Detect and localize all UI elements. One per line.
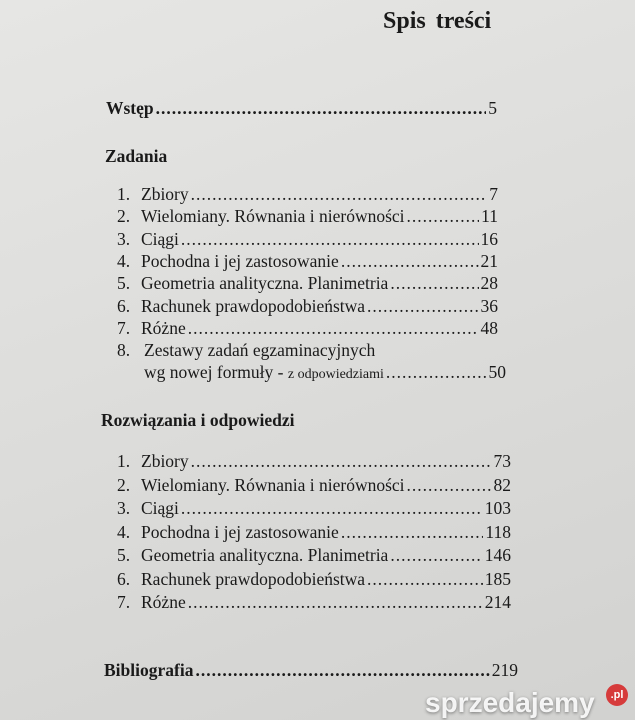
entry-number: 7. xyxy=(117,592,131,612)
dot-leader xyxy=(341,522,484,542)
entry-label: Ciągi xyxy=(141,228,179,249)
dot-leader xyxy=(390,273,478,293)
entry-label: Różne xyxy=(141,592,186,612)
toc-entry-8-line2 xyxy=(144,362,506,385)
section-heading-solutions: Rozwiązania i odpowiedzi xyxy=(101,410,295,430)
toc-entry xyxy=(117,273,498,293)
entry-page: 11 xyxy=(481,206,498,227)
toc-entry xyxy=(117,569,511,589)
watermark-logo: sprzedajemy xyxy=(425,687,595,718)
watermark-badge: .pl xyxy=(606,684,628,706)
dot-leader xyxy=(188,592,483,612)
toc-entry xyxy=(117,296,498,316)
toc-entry xyxy=(117,498,511,518)
toc-entry xyxy=(117,545,511,565)
dot-leader xyxy=(181,229,479,249)
entry-label: Pochodna i jej zastosowanie xyxy=(141,521,339,542)
entry-label: Wielomiany. Równania i nierówności xyxy=(141,474,405,495)
entry-label-line1: Zestawy zadań egzaminacyjnych xyxy=(144,340,376,360)
entry-label: Bibliografia xyxy=(104,660,194,680)
toc-entry xyxy=(117,318,498,338)
toc-entry xyxy=(117,251,498,271)
entry-label: Zbiory xyxy=(141,451,189,471)
toc-entry xyxy=(117,206,498,226)
entry-page: 7 xyxy=(489,184,498,204)
toc-entry-8 xyxy=(117,340,498,360)
entry-number: 4. xyxy=(117,250,131,271)
dot-leader xyxy=(191,451,492,471)
entry-label: Wstęp xyxy=(106,98,154,118)
entry-label-line2: wg nowej formuły - xyxy=(144,362,284,382)
section-heading-tasks: Zadania xyxy=(105,146,168,166)
entry-number: 7. xyxy=(117,317,131,338)
entry-page: 73 xyxy=(493,451,511,471)
toc-entry xyxy=(117,592,511,612)
toc-entry xyxy=(117,229,498,249)
dot-leader xyxy=(195,660,489,680)
entry-label: Pochodna i jej zastosowanie xyxy=(141,250,339,271)
entry-label: Rachunek prawdopodobieństwa xyxy=(141,568,366,589)
entry-number: 5. xyxy=(117,545,131,565)
dot-leader xyxy=(191,184,488,204)
toc-entry-intro xyxy=(106,98,497,118)
entry-page: 48 xyxy=(480,317,498,338)
entry-number: 6. xyxy=(117,295,131,316)
entry-page: 28 xyxy=(480,273,498,294)
page-title: Spis treści xyxy=(383,8,492,34)
entry-page: 16 xyxy=(480,228,498,249)
entry-number: 1. xyxy=(117,451,131,471)
entry-page: 21 xyxy=(480,250,498,271)
entry-page: 146 xyxy=(484,545,511,565)
entry-number: 3. xyxy=(117,498,131,518)
entry-label-small: z odpowiedziami xyxy=(287,367,384,382)
dot-leader xyxy=(341,251,479,271)
entry-number: 2. xyxy=(117,206,131,227)
entry-page: 5 xyxy=(488,98,497,118)
entry-page: 214 xyxy=(484,592,511,612)
entry-page: 118 xyxy=(485,521,511,542)
entry-number: 8. xyxy=(117,340,131,360)
entry-label: Różne xyxy=(141,317,186,338)
toc-entry xyxy=(117,475,511,495)
entry-number: 1. xyxy=(117,184,131,204)
entry-number: 3. xyxy=(117,228,131,249)
toc-entry xyxy=(117,184,498,204)
dot-leader xyxy=(407,475,492,495)
entry-label: Ciągi xyxy=(141,498,179,518)
toc-entry xyxy=(117,451,511,471)
entry-number: 5. xyxy=(117,273,131,294)
entry-page: 185 xyxy=(484,568,511,589)
entry-label: Rachunek prawdopodobieństwa xyxy=(141,295,366,316)
entry-number: 6. xyxy=(117,568,131,589)
entry-number: 2. xyxy=(117,474,131,495)
entry-label: Zbiory xyxy=(141,184,189,204)
entry-label: Wielomiany. Równania i nierówności xyxy=(141,206,405,227)
entry-label: Geometria analityczna. Planimetria xyxy=(141,273,389,294)
toc-entry xyxy=(117,522,511,542)
entry-page: 219 xyxy=(491,660,518,680)
toc-entry-bibliography xyxy=(104,660,518,680)
entry-page: 50 xyxy=(488,362,506,382)
entry-label: Geometria analityczna. Planimetria xyxy=(141,545,389,565)
dot-leader xyxy=(386,362,487,382)
entry-page: 36 xyxy=(480,295,498,316)
dot-leader xyxy=(367,296,478,316)
dot-leader xyxy=(156,98,487,118)
dot-leader xyxy=(188,318,479,338)
dot-leader xyxy=(390,545,482,565)
dot-leader xyxy=(367,569,483,589)
dot-leader xyxy=(181,498,483,518)
dot-leader xyxy=(407,206,480,226)
entry-page: 103 xyxy=(484,498,511,518)
entry-number: 4. xyxy=(117,521,131,542)
entry-page: 82 xyxy=(493,474,511,495)
